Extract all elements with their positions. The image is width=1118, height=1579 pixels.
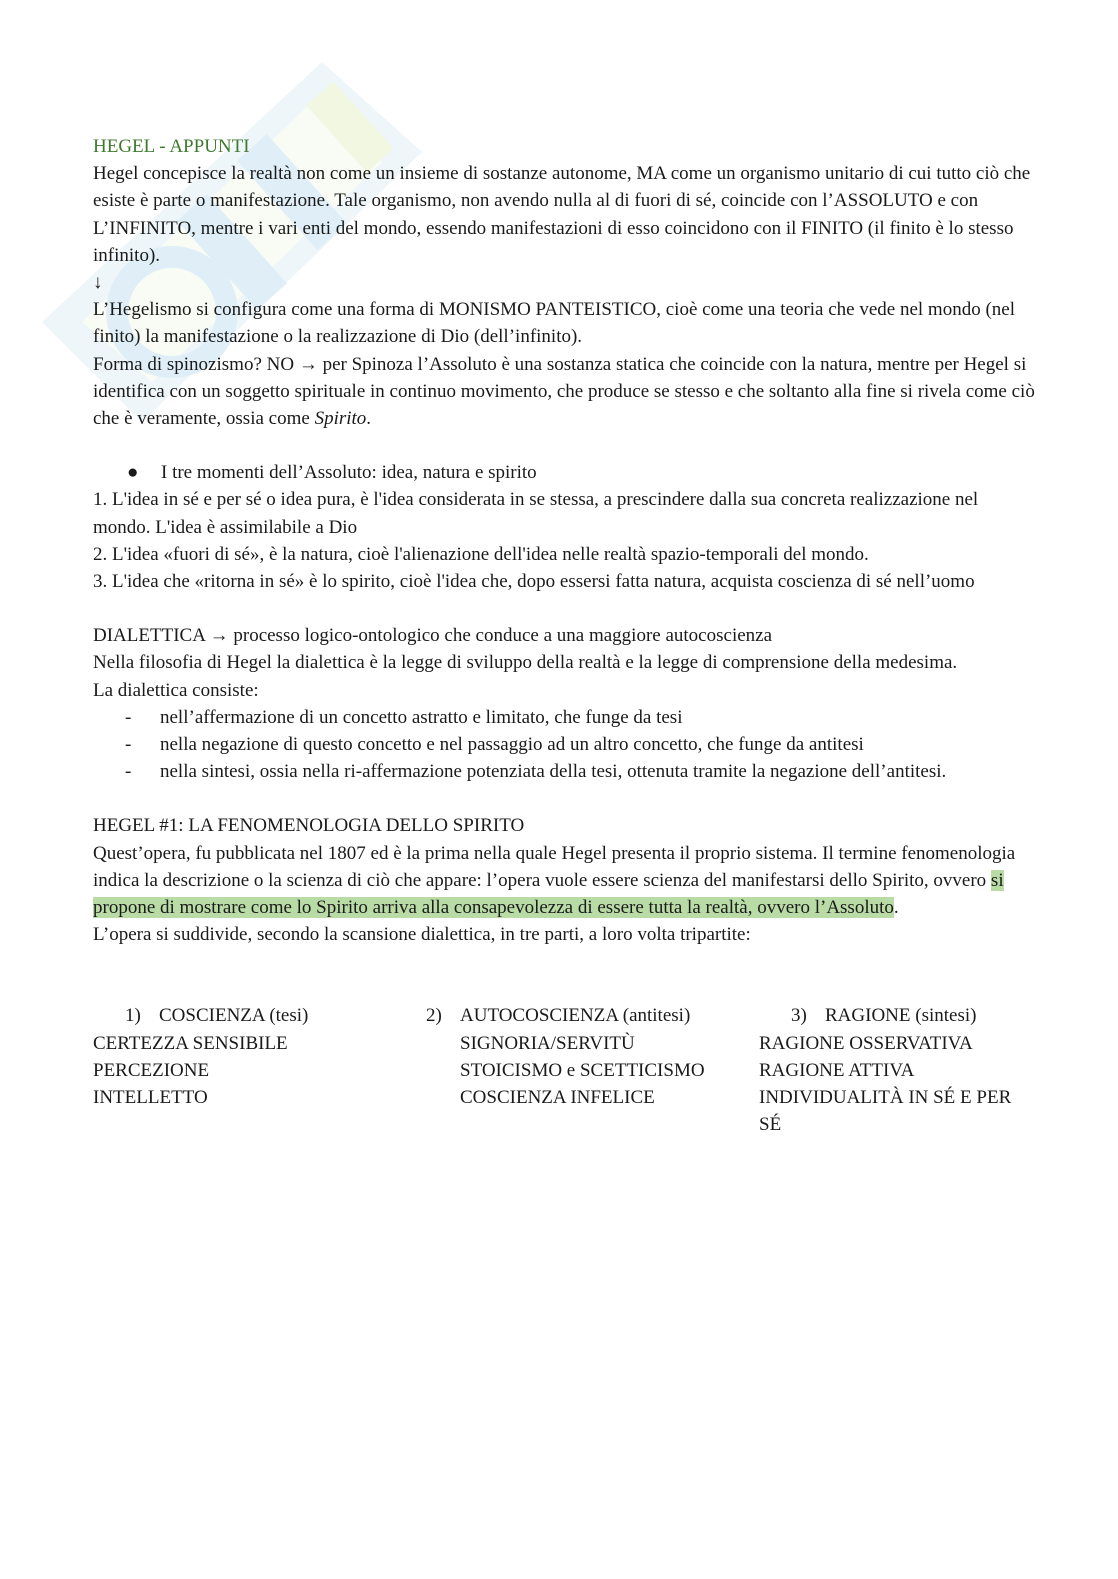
column-item: PERCEZIONE: [93, 1059, 210, 1081]
column-title: AUTOCOSCIENZA (antitesi): [460, 1005, 691, 1027]
down-arrow: ↓: [93, 272, 103, 294]
list-item: [93, 731, 1038, 758]
list-item: [93, 704, 1038, 731]
three-parts-columns: [93, 1002, 1038, 1138]
moments-heading: [93, 459, 1038, 486]
column-number: 1): [125, 1005, 141, 1027]
highlighted-text: si propone di mostrare come lo Spirito arriva alla consapevolezza di essere tutta la realtà, ovvero l’Assoluto: [93, 869, 1004, 919]
spinoza-end: .: [366, 408, 372, 430]
monism-paragraph: L’Hegelismo si configura come una forma di MONISMO PANTEISTICO, cioè come una teoria che vede nel mondo (nel finito) la manifestazione o la realizzazione di Dio (dell’infinito).: [93, 299, 1015, 348]
phenomenology-paragraph: [93, 840, 1038, 922]
moment-item: 3. L'idea che «ritorna in sé» è lo spirito, cioè l'idea che, dopo essersi fatta natura, acquista coscienza di sé nell’uomo: [93, 571, 975, 593]
column-heading: [426, 1002, 759, 1029]
column-item: COSCIENZA INFELICE: [460, 1087, 655, 1109]
column-title: RAGIONE (sintesi): [825, 1005, 977, 1027]
dialectic-text: Nella filosofia di Hegel la dialettica è la legge di sviluppo della realtà e la legge di comprensione della medesima.: [93, 652, 958, 674]
phenomenology-heading: HEGEL #1: LA FENOMENOLOGIA DELLO SPIRITO: [93, 815, 525, 837]
phenomenology-text: Quest’opera, fu pubblicata nel 1807 ed è la prima nella quale Hegel presenta il proprio sistema. Il termine fenomenologia indica la descrizione o la scienza di ciò che appare: l’opera vuole essere scienza del manifestarsi dello Spirito, ovvero: [93, 842, 1016, 891]
column-item: RAGIONE ATTIVA: [759, 1059, 915, 1081]
column-heading: [93, 1002, 426, 1029]
column-heading: [759, 1002, 1019, 1029]
page-title: HEGEL - APPUNTI: [93, 136, 250, 157]
dialectic-consists: La dialettica consiste:: [93, 679, 259, 701]
moment-item: 1. L'idea in sé e per sé o idea pura, è l'idea considerata in se stessa, a prescindere dalla sua concreta realizzazione nel mondo. L'idea è assimilabile a Dio: [93, 489, 979, 538]
spinoza-text: Forma di spinozismo? NO → per Spinoza l’Assoluto è una sostanza statica che coincide con la natura, mentre per Hegel si identifica con un soggetto spirituale in continuo movimento, che produce se stesso e che soltanto alla fine si rivela come ciò che è veramente, ossia come: [93, 353, 1035, 430]
column-number: 3): [791, 1005, 807, 1027]
column-item: INDIVIDUALITÀ IN SÉ E PER SÉ: [759, 1087, 1012, 1136]
bullet-icon: ●: [127, 462, 139, 484]
column-item: INTELLETTO: [93, 1087, 208, 1109]
moment-item: 2. L'idea «fuori di sé», è la natura, cioè l'alienazione dell'idea nelle realtà spazio-temporali del mondo.: [93, 543, 869, 565]
column-ragione: [759, 1002, 1019, 1138]
column-title: COSCIENZA (tesi): [159, 1005, 309, 1027]
list-item-text: nella negazione di questo concetto e nel passaggio ad un altro concetto, che funge da antitesi: [160, 734, 864, 756]
list-item-text: nella sintesi, ossia nella ri-affermazione potenziata della tesi, ottenuta tramite la negazione dell’antitesi.: [160, 761, 947, 783]
column-item: CERTEZZA SENSIBILE: [93, 1032, 288, 1054]
intro-paragraph: Hegel concepisce la realtà non come un insieme di sostanze autonome, MA come un organismo unitario di cui tutto ciò che esiste è parte o manifestazione. Tale organismo, non avendo nulla al di fuori di sé, coincide con l’ASSOLUTO e con L’INFINITO, mentre i vari enti del mondo, essendo manifestazioni di esso coincidono con il FINITO (il finito è lo stesso infinito).: [93, 163, 1031, 266]
column-number: 2): [426, 1005, 442, 1027]
column-item: STOICISMO e SCETTICISMO: [460, 1059, 705, 1081]
column-autocoscienza: [426, 1002, 759, 1138]
spinoza-paragraph: [93, 351, 1038, 433]
spirito-word: Spirito: [314, 408, 367, 430]
moments-heading-text: I tre momenti dell’Assoluto: idea, natura e spirito: [161, 462, 537, 484]
column-item: RAGIONE OSSERVATIVA: [759, 1032, 973, 1054]
phenomenology-end: .: [893, 897, 899, 919]
subdivision-text: L’opera si suddivide, secondo la scansione dialettica, in tre parti, a loro volta tripartite:: [93, 924, 751, 946]
column-coscienza: [93, 1002, 426, 1138]
dash-bullet: -: [125, 761, 132, 783]
dash-bullet: -: [125, 706, 132, 728]
dialectic-heading: DIALETTICA → processo logico-ontologico che conduce a una maggiore autocoscienza: [93, 625, 773, 647]
list-item-text: nell’affermazione di un concetto astratto e limitato, che funge da tesi: [160, 706, 683, 728]
dash-bullet: -: [125, 734, 132, 756]
column-item: SIGNORIA/SERVITÙ: [460, 1032, 635, 1054]
list-item: [93, 758, 1038, 785]
document-body: [93, 133, 1038, 1139]
